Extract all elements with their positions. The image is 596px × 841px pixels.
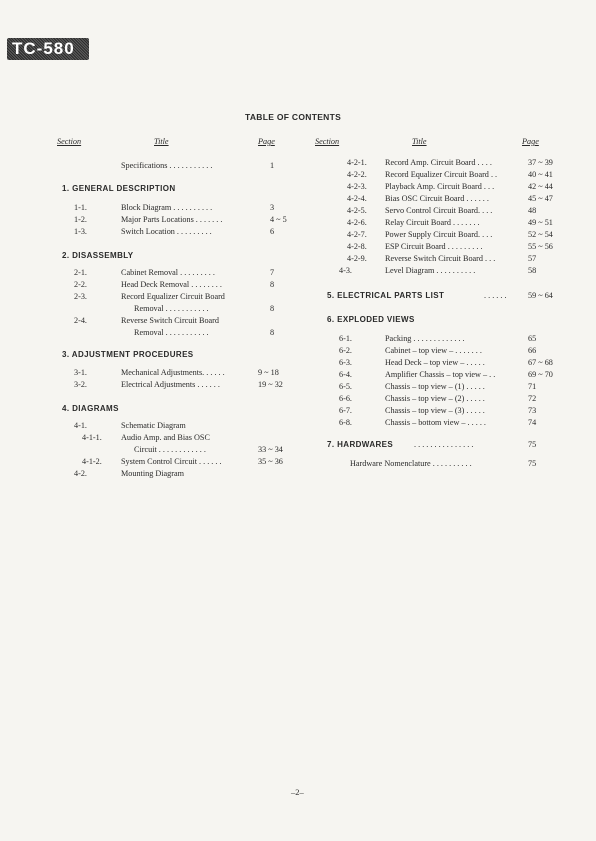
toc-title: Major Parts Locations . . . . . . .	[121, 215, 223, 224]
toc-title: Playback Amp. Circuit Board . . .	[385, 182, 495, 191]
toc-num: 6-2.	[339, 346, 352, 355]
toc-title: Cabinet – top view – . . . . . . .	[385, 346, 482, 355]
toc-title: Record Amp. Circuit Board . . . .	[385, 158, 492, 167]
toc-num: 6-4.	[339, 370, 352, 379]
toc-num: 6-6.	[339, 394, 352, 403]
toc-dots: . . . . . .	[484, 291, 507, 300]
toc-title: Circuit . . . . . . . . . . . .	[134, 445, 206, 454]
toc-title: Power Supply Circuit Board. . . .	[385, 230, 493, 239]
section-heading-6: 6. EXPLODED VIEWS	[327, 315, 415, 324]
toc-title: TABLE OF CONTENTS	[245, 112, 342, 122]
toc-page: 49 ~ 51	[528, 218, 553, 227]
toc-page: 8	[270, 280, 275, 289]
toc-title: Removal . . . . . . . . . . .	[134, 304, 209, 313]
toc-title: Servo Control Circuit Board. . . .	[385, 206, 493, 215]
toc-title: Packing . . . . . . . . . . . . .	[385, 334, 465, 343]
toc-title: Bias OSC Circuit Board . . . . . .	[385, 194, 489, 203]
toc-title: Chassis – bottom view – . . . . .	[385, 418, 486, 427]
toc-num: 2-2.	[74, 280, 87, 289]
toc-page: 75	[528, 459, 537, 468]
toc-page: 4 ~ 5	[270, 215, 287, 224]
toc-num: 4-2-4.	[347, 194, 367, 203]
toc-num: 3-1.	[74, 368, 87, 377]
toc-page: 52 ~ 54	[528, 230, 553, 239]
section-heading-5: 5. ELECTRICAL PARTS LIST	[327, 291, 445, 300]
header-title-right: Title	[412, 137, 427, 146]
toc-num: 6-3.	[339, 358, 352, 367]
toc-num: 4-2-2.	[347, 170, 367, 179]
toc-title: Record Equalizer Circuit Board	[121, 292, 225, 301]
toc-title: Chassis – top view – (1) . . . . .	[385, 382, 485, 391]
toc-page: 45 ~ 47	[528, 194, 553, 203]
section-heading-7: 7. HARDWARES	[327, 440, 394, 449]
toc-num: 4-1.	[74, 421, 87, 430]
toc-num: 1-2.	[74, 215, 87, 224]
toc-title: Amplifier Chassis – top view – . .	[385, 370, 496, 379]
toc-page: 65	[528, 334, 537, 343]
page-number: –2–	[291, 787, 304, 797]
toc-title: ESP Circuit Board . . . . . . . . .	[385, 242, 483, 251]
toc-page: 40 ~ 41	[528, 170, 553, 179]
toc-num: 4-3.	[339, 266, 352, 275]
toc-page: 19 ~ 32	[258, 380, 283, 389]
toc-page: 8	[270, 328, 275, 337]
toc-page: 8	[270, 304, 275, 313]
toc-num: 4-2.	[74, 469, 87, 478]
toc-title: Electrical Adjustments . . . . . .	[121, 380, 220, 389]
toc-page: 3	[270, 203, 275, 212]
toc-num: 4-2-7.	[347, 230, 367, 239]
toc-num: 2-3.	[74, 292, 87, 301]
toc-title: Mounting Diagram	[121, 469, 184, 478]
toc-num: 6-7.	[339, 406, 352, 415]
toc-page: 58	[528, 266, 537, 275]
toc-page: 57	[528, 254, 537, 263]
toc-title: Head Deck Removal . . . . . . . .	[121, 280, 222, 289]
toc-page: 69 ~ 70	[528, 370, 553, 379]
toc-title: Record Equalizer Circuit Board . .	[385, 170, 498, 179]
toc-page: 73	[528, 406, 537, 415]
toc-num: 4-2-6.	[347, 218, 367, 227]
toc-page-specifications: 1	[270, 161, 275, 170]
toc-num: 2-4.	[74, 316, 87, 325]
section-heading-1: 1. GENERAL DESCRIPTION	[62, 184, 176, 193]
toc-title: Level Diagram . . . . . . . . . .	[385, 266, 476, 275]
toc-num: 4-1-2.	[82, 457, 102, 466]
toc-page: 42 ~ 44	[528, 182, 553, 191]
toc-page: 67 ~ 68	[528, 358, 553, 367]
header-section-right: Section	[315, 137, 340, 146]
toc-num: 2-1.	[74, 268, 87, 277]
toc-num: 4-1-1.	[82, 433, 102, 442]
model-logo-text: TC-580	[12, 39, 75, 58]
toc-page: 72	[528, 394, 537, 403]
toc-page: 59 ~ 64	[528, 291, 553, 300]
header-section-left: Section	[57, 137, 82, 146]
toc-title: Chassis – top view – (2) . . . . .	[385, 394, 485, 403]
toc-num: 1-1.	[74, 203, 87, 212]
toc-num: 6-1.	[339, 334, 352, 343]
toc-num: 6-8.	[339, 418, 352, 427]
section-heading-4: 4. DIAGRAMS	[62, 404, 119, 413]
toc-num: 4-2-3.	[347, 182, 367, 191]
toc-page: 74	[528, 418, 537, 427]
toc-page: 48	[528, 206, 537, 215]
toc-page: 37 ~ 39	[528, 158, 553, 167]
toc-dots: . . . . . . . . . . . . . . .	[414, 440, 474, 449]
toc-num: 4-2-9.	[347, 254, 367, 263]
toc-page: 35 ~ 36	[258, 457, 283, 466]
toc-page: 66	[528, 346, 537, 355]
toc-title: System Control Circuit . . . . . .	[121, 457, 222, 466]
toc-page: 9 ~ 18	[258, 368, 279, 377]
toc-title: Block Diagram . . . . . . . . . .	[121, 203, 213, 212]
toc-title: Chassis – top view – (3) . . . . .	[385, 406, 485, 415]
toc-title: Removal . . . . . . . . . . .	[134, 328, 209, 337]
toc-num: 3-2.	[74, 380, 87, 389]
header-page-right: Page	[522, 137, 539, 146]
toc-num: 4-2-1.	[347, 158, 367, 167]
toc-title: Reverse Switch Circuit Board	[121, 316, 220, 325]
section-heading-2: 2. DISASSEMBLY	[62, 251, 134, 260]
toc-page: 33 ~ 34	[258, 445, 283, 454]
model-logo	[7, 38, 89, 60]
toc-num: 6-5.	[339, 382, 352, 391]
toc-title-specifications: Specifications . . . . . . . . . . .	[121, 161, 213, 170]
section-heading-3: 3. ADJUSTMENT PROCEDURES	[62, 350, 194, 359]
toc-num: 1-3.	[74, 227, 87, 236]
header-page-left: Page	[258, 137, 275, 146]
toc-page: 7	[270, 268, 275, 277]
toc-title: Reverse Switch Circuit Board . . .	[385, 254, 496, 263]
toc-title: Head Deck – top view – . . . . .	[385, 358, 485, 367]
toc-page: 6	[270, 227, 275, 236]
toc-title: Relay Circuit Board . . . . . . .	[385, 218, 480, 227]
toc-title: Mechanical Adjustments. . . . . .	[121, 368, 225, 377]
toc-page: 75	[528, 440, 537, 449]
toc-num: 4-2-8.	[347, 242, 367, 251]
toc-title: Schematic Diagram	[121, 421, 186, 430]
toc-page: 55 ~ 56	[528, 242, 553, 251]
toc-title: Switch Location . . . . . . . . .	[121, 227, 212, 236]
toc-title-hardware-nomenclature: Hardware Nomenclature . . . . . . . . . .	[350, 459, 472, 468]
toc-title: Cabinet Removal . . . . . . . . .	[121, 268, 215, 277]
header-title-left: Title	[154, 137, 169, 146]
toc-title: Audio Amp. and Bias OSC	[121, 433, 210, 442]
toc-page: 71	[528, 382, 537, 391]
toc-num: 4-2-5.	[347, 206, 367, 215]
